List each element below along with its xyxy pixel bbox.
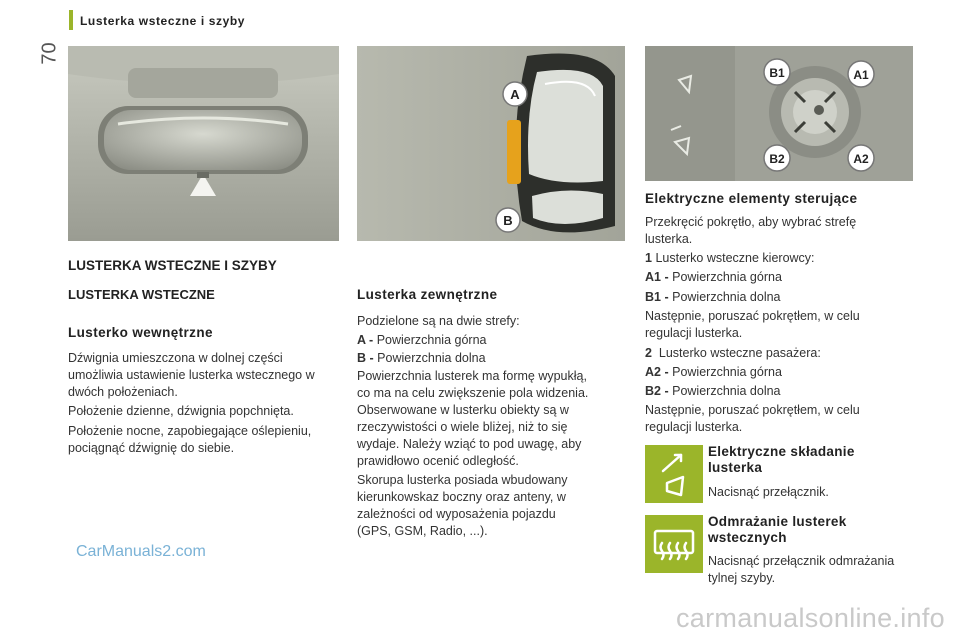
mirror-fold-text: Nacisnąć przełącznik. xyxy=(708,485,829,499)
interior-mirror-illustration xyxy=(68,46,339,241)
b2-line: B2 - Powierzchnia dolna xyxy=(645,384,781,398)
zone-label-a: A xyxy=(510,87,520,102)
defrost-switch-icon xyxy=(645,515,703,573)
b1-line: B1 - Powierzchnia dolna xyxy=(645,290,781,304)
page-number: 70 xyxy=(38,42,61,65)
interior-mirror-heading: Lusterko wewnętrzne xyxy=(68,325,213,340)
exterior-intro: Podzielone są na dwie strefy: xyxy=(357,314,520,328)
interior-mirror-figure xyxy=(68,46,339,241)
watermark-carmanuals2: CarManuals2.com xyxy=(76,543,206,560)
mirror-fold-heading: Elektryczne składanie lusterka xyxy=(708,444,855,475)
exterior-mirror-figure xyxy=(357,46,625,241)
zone-b-line: B - Powierzchnia dolna xyxy=(357,351,486,365)
exterior-mirror-text-1: Powierzchnia lusterek ma formę wypukłą, co ma na celu zwiększenie pola widzenia. Obserwowane w lusterku obiekty są w rzeczywistości o wiele bliżej, niż to się wydaje. Należy wziąć to pod uwagę, aby prawidłowo ocenić odległość. xyxy=(357,369,589,468)
electric-controls-text-1: Przekręcić pokrętło, aby wybrać strefę lusterka. xyxy=(645,215,857,246)
electric-control-figure xyxy=(645,46,913,181)
knob-label-a2: A2 xyxy=(853,152,869,166)
header-accent-bar xyxy=(69,10,73,30)
driver-mirror-line: 1 Lusterko wsteczne kierowcy: xyxy=(645,251,815,265)
page-header-title: Lusterka wsteczne i szyby xyxy=(80,14,246,28)
exterior-mirror-illustration xyxy=(357,46,625,241)
interior-mirror-text-3: Położenie nocne, zapobiegające oślepieniu, pociągnąć dźwignię do siebie. xyxy=(68,424,312,455)
rear-defrost-icon xyxy=(645,515,703,573)
electric-controls-text-2: Następnie, poruszać pokrętłem, w celu regulacji lusterka. xyxy=(645,309,860,340)
zone-label-b: B xyxy=(503,213,513,228)
main-title: LUSTERKA WSTECZNE I SZYBY xyxy=(68,258,277,273)
knob-label-b1: B1 xyxy=(769,66,785,80)
fold-icon xyxy=(645,445,703,503)
electric-controls-heading: Elektryczne elementy sterujące xyxy=(645,191,858,206)
control-knob-illustration xyxy=(645,46,913,181)
zone-a-line: A - Powierzchnia górna xyxy=(357,333,487,347)
indicator-lamp xyxy=(507,120,521,184)
knob-label-a1: A1 xyxy=(853,68,869,82)
a1-line: A1 - Powierzchnia górna xyxy=(645,270,782,284)
exterior-mirror-heading: Lusterka zewnętrzne xyxy=(357,287,498,302)
exterior-mirror-text-2: Skorupa lusterka posiada wbudowany kierunkowskaz boczny oraz anteny, w zależności od wyposażenia pojazdu (GPS, GSM, Radio, ...). xyxy=(357,473,568,538)
defrost-text: Nacisnąć przełącznik odmrażania tylnej szyby. xyxy=(708,554,895,585)
watermark-carmanualsonline: carmanualsonline.info xyxy=(676,603,945,633)
interior-mirror-text-2: Położenie dzienne, dźwignia popchnięta. xyxy=(68,404,294,418)
mirror-fold-switch-icon xyxy=(645,445,703,503)
sub-title: LUSTERKA WSTECZNE xyxy=(68,287,215,302)
knob-label-b2: B2 xyxy=(769,152,785,166)
electric-controls-text-3: Następnie, poruszać pokrętłem, w celu regulacji lusterka. xyxy=(645,403,860,434)
interior-mirror-text-1: Dźwignia umieszczona w dolnej części umożliwia ustawienie lusterka wstecznego w dwóch położeniach. xyxy=(68,351,315,399)
defrost-heading: Odmrażanie lusterek wstecznych xyxy=(708,514,847,545)
a2-line: A2 - Powierzchnia górna xyxy=(645,365,782,379)
passenger-mirror-line: 2 Lusterko wsteczne pasażera: xyxy=(645,346,821,360)
